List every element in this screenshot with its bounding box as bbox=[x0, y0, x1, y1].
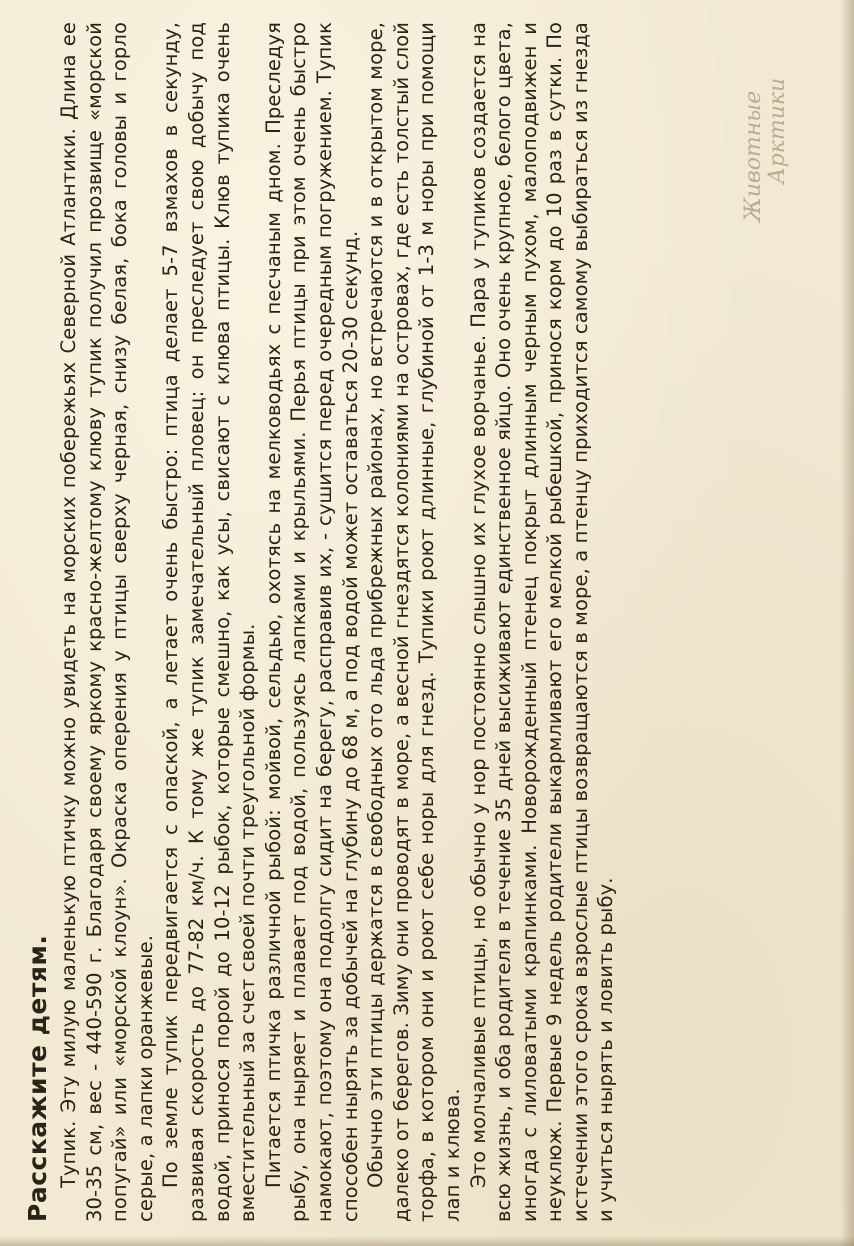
paragraph-2: По земле тупик передвигается с опаской, а летает очень быстро: птица делает 5-7 взмахов в секунду, развивая скорость до 77-82 км/ч. К тому же тупик замечательный пловец: он преследует свою добычу под водой, принося порой до 10-12 рыбок, которые смешно, как усы, свисают с клюва птицы. Клюв тупика очень вместительный за счет своей почти треугольной формы. bbox=[159, 22, 260, 1222]
page-edge-shadow bbox=[840, 0, 854, 1246]
paragraph-1: Тупик. Эту милую маленькую птичку можно увидеть на морских побережьях Северной Атлантики. Длина ее 30-35 см, вес - 440-590 г. Благодаря своему яркому красно-желтому клюву тупик получил прозвище «морской попугай» или «морской клоун». Окраска оперения у птицы сверху черная, снизу белая, бока головы и горло серые, а лапки оранжевые. bbox=[57, 22, 157, 1222]
paragraph-5: Это молчаливые птицы, но обычно у нор постоянно слышно их глухое ворчанье. Пара у тупиков создается на всю жизнь, и оба родителя в течение 35 дней высиживают единственное яйцо. Оно очень крупное, белого цвета, иногда с лиловатыми крапинками. Новорожденный птенец покрыт длинным черным пухом, малоподвижен и неуклюж. Первые 9 недель родители выкармливают его мелкой рыбешкой, принося корм до 10 раз в сутки. По истечении этого срока взрослые птицы возвращаются в море, а птенцу приходится самому выбираться из гнезда и учиться нырять и ловить рыбу. bbox=[466, 22, 618, 1222]
paragraph-3: Питается птичка различной рыбой: мойвой, сельдью, охотясь на мелководьях с песчаным дном. Преследуя рыбу, она ныряет и плавает под водой, пользуясь лапками и крыльями. Перья птицы при этом очень быстро намокают, поэтому она подолгу сидит на берегу, расправив их, - сушится перед очередным погружением. Тупик способен нырять за добычей на глубину до 68 м, а под водой может оставаться 20-30 секунд. bbox=[261, 22, 362, 1222]
brand-line-2: Арктики bbox=[765, 77, 790, 184]
brand-logo bbox=[742, 52, 812, 222]
text-block bbox=[22, 22, 812, 1222]
brand-line-1: Животные bbox=[741, 90, 766, 222]
heading: Расскажите детям. bbox=[23, 934, 52, 1222]
page-bottom-shadow bbox=[0, 1236, 854, 1246]
paragraph-4: Обычно эти птицы держатся в свободных ото льда прибрежных районах, но встречаются и в открытом море, далеко от берегов. Зиму они проводят в море, а весной гнездятся колониями на островах, где есть толстый слой торфа, в котором они и роют себе норы для гнезд. Тупики роют длинные, глубиной от 1-3 м норы при помощи лап и клюва. bbox=[364, 22, 464, 1222]
